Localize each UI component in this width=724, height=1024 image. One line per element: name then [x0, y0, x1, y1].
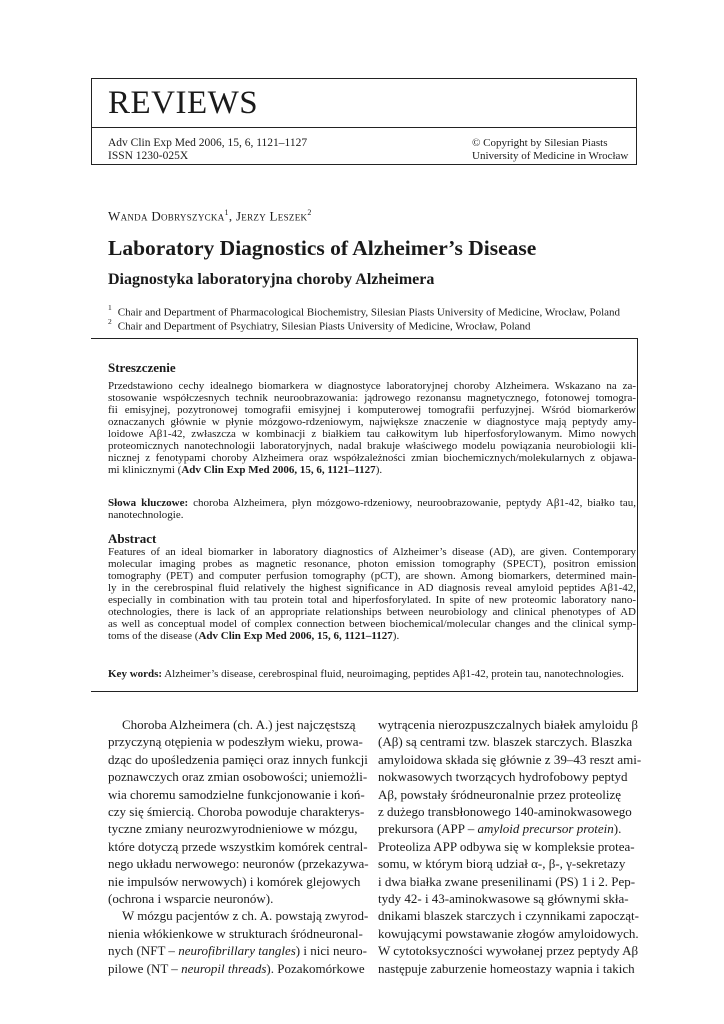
- text-line: molecular imaging probes as magnetic resonance, photon emission tomography (SPECT), positron emission: [108, 558, 636, 570]
- text-line: [378, 820, 622, 837]
- author-name: Jerzy Leszek: [235, 208, 308, 224]
- text-line: Features of an ideal biomarker in laboratory diagnostics of Alzheimer’s disease (AD), are given. Contemporary: [108, 546, 636, 558]
- affiliation: [108, 304, 620, 319]
- italic-term: neurofibrillary tangles: [178, 943, 296, 959]
- keywords-text: Alzheimer’s disease, cerebrospinal fluid, neuroimaging, peptides Aβ1-42, protein tau, nanotechnologies.: [164, 668, 624, 680]
- citation: [108, 137, 307, 163]
- affiliation-sup: 2: [108, 317, 112, 326]
- affiliation-text: Chair and Department of Psychiatry, Silesian Piasts University of Medicine, Wrocław, Poland: [117, 320, 531, 333]
- keywords-english: [108, 668, 636, 680]
- text-line: ly in the cerebrospinal fluid relatively the highest significance in AD diagnosis reveal amyloid peptides Aβ1-42,: [108, 582, 636, 594]
- citation-line-1: Adv Clin Exp Med 2006, 15, 6, 1121–1127: [108, 137, 308, 149]
- text-line: otechnologies, there is lack of an appropriate relationships between neurobiology and clinical phenotypes of AD: [108, 606, 636, 618]
- affiliation: [108, 318, 531, 333]
- keywords-label: Słowa kluczowe:: [108, 497, 189, 509]
- italic-term: neuropil threads: [181, 960, 267, 976]
- text-line: nicznej z fenotypami choroby Alzheimera oraz współzależności zmian biochemicznych/molekularnych z objawa-: [108, 452, 636, 464]
- text-line: [108, 497, 636, 509]
- text-line: W mózgu pacjentów z ch. A. powstają zwyrod-: [122, 908, 369, 924]
- text-line: [108, 464, 636, 476]
- text-line: W cytotoksyczności wywołanej przez peptydy Aβ: [378, 943, 639, 959]
- abstract-box-bottom-rule: [91, 691, 638, 692]
- authors: Wanda Dobryszycka$^1$, Jerzy Leszek$^2$: [108, 208, 312, 224]
- text-line: somu, w którym biorą udział α-, β-, γ-sekretazy: [378, 856, 626, 872]
- text-fragment: ). Pozakomórkowe: [266, 960, 365, 976]
- text-line: dnikami blaszek starczych i czynnikami zapocząt-: [378, 908, 639, 924]
- copyright-line-1: © Copyright by Silesian Piasts: [472, 137, 608, 149]
- text-fragment: mi klinicznymi (: [108, 464, 182, 476]
- text-line: [108, 960, 365, 977]
- text-line: nokwasowych tworzących hydrofobowy peptyd: [378, 769, 628, 785]
- body-column-left: [108, 716, 369, 977]
- article-title-polish: Diagnostyka laboratoryjna choroby Alzheimera: [108, 271, 435, 288]
- text-fragment: ).: [375, 464, 383, 476]
- text-line: loidowe Aβ1-42, zwłaszcza w kombinacji z białkiem tau całkowitym lub hiperfosforylowanym. Mimo nowych: [108, 428, 636, 440]
- streszczenie-text: [108, 380, 636, 476]
- text-fragment: prekursora (APP –: [378, 821, 478, 837]
- author-name: Wanda Dobryszycka: [108, 208, 225, 224]
- text-line: dząc do upośledzenia pamięci oraz innych funkcji: [108, 751, 368, 767]
- italic-term: amyloid precursor protein: [477, 821, 614, 837]
- abstract-box-top-rule: [91, 338, 638, 339]
- text-line: z dużego transbłonowego 140-aminokwasowego: [378, 804, 632, 820]
- text-line: especially in combination with tau protein total and hiperfosforylated. In spite of new proteomic laboratory nano-: [108, 594, 636, 606]
- text-line: poznawczych oraz zmian osobowości; uniemożli-: [108, 769, 368, 785]
- text-fragment: toms of the disease (: [108, 630, 199, 642]
- article-title: Laboratory Diagnostics of Alzheimer’s Disease: [108, 236, 537, 260]
- text-line: i dwa białka zwane presenilinami (PS) 1 i 2. Pep-: [378, 873, 636, 889]
- issn-line: ISSN 1230-025X: [108, 150, 189, 162]
- text-line: nanotechnologie.: [108, 509, 184, 521]
- text-line: nienia włókienkowe w strukturach śródneuronal-: [108, 925, 363, 941]
- journal-info: [91, 128, 637, 165]
- copyright-line-2: University of Medicine in Wrocław: [472, 150, 629, 162]
- keywords-text: choroba Alzheimera, płyn mózgowo-rdzeniowy, neuroobrazowanie, peptydy Aβ1-42, białko tau,: [193, 497, 636, 509]
- section-header-box: [91, 78, 637, 128]
- affiliation-sup: 1: [108, 303, 112, 312]
- text-fragment: pilowe (NT –: [108, 960, 182, 976]
- affiliation-text: Chair and Department of Pharmacological Biochemistry, Silesian Piasts University of Medicine, Wrocław, Poland: [117, 306, 621, 319]
- text-line: proteomicznych nanotechnologii laboratoryjnych, nadal brakuje właściwego modelu powiązania neurobiologii kli-: [108, 440, 636, 452]
- text-fragment: ) i nici neuro-: [295, 943, 367, 959]
- text-line: nie impulsów nerwowych) i komórek glejowych: [108, 873, 361, 889]
- author-sup: 1: [224, 208, 229, 217]
- text-line: Przedstawiono cechy idealnego biomarkera w diagnostyce laboratoryjnej choroby Alzheimera. Wskazano na za-: [108, 380, 636, 392]
- text-line: przyczyną otępienia w podeszłym wieku, prowa-: [108, 734, 363, 750]
- text-line: Choroba Alzheimera (ch. A.) jest najczęstszą: [122, 717, 356, 732]
- body-column-right: [378, 716, 642, 977]
- text-line: kowującymi powstawanie złogów amyloidowych.: [378, 925, 639, 941]
- text-line: następuje zaburzenie homeostazy wapnia i takich: [378, 960, 635, 976]
- abstract-heading: Abstract: [108, 531, 157, 546]
- text-line: [108, 668, 636, 680]
- citation-ref: Adv Clin Exp Med 2006, 15, 6, 1121–1127: [181, 464, 376, 476]
- text-line: tomography (PET) and computer perfusion tomography (pCT), are shown. Among biomarkers, determined main-: [108, 570, 636, 582]
- text-line: (ochrona i wsparcie neuronów).: [108, 891, 274, 907]
- text-fragment: nych (NFT –: [108, 943, 179, 959]
- keywords-polish: [108, 497, 636, 521]
- text-line: amyloidowa składa się głównie z 39–43 reszt ami-: [378, 751, 642, 767]
- text-line: tyczne zmiany neurozwyrodnieniowe w mózgu,: [108, 821, 358, 837]
- copyright: [472, 137, 628, 163]
- text-line: nego układu nerwowego: neuronów (przekazywa-: [108, 856, 369, 872]
- text-line: Aβ, powstały śródneuronalnie przez proteolizę: [378, 786, 622, 802]
- text-line: as well as conceptual model of complex connection between biochemical/molecular changes and the clinical symp-: [108, 618, 636, 630]
- streszczenie-heading: Streszczenie: [108, 360, 176, 375]
- citation-ref: Adv Clin Exp Med 2006, 15, 6, 1121–1127: [198, 630, 393, 642]
- abstract-box-right-rule: [637, 338, 638, 692]
- abstract-text: [108, 546, 636, 642]
- text-line: tydy 42- i 43-aminokwasowe są głównymi skła-: [378, 891, 629, 907]
- text-line: [108, 630, 636, 642]
- section-label: REVIEWS: [108, 85, 259, 121]
- text-line: wytrącenia nierozpuszczalnych białek amyloidu β: [378, 717, 639, 732]
- keywords-label: Key words:: [108, 668, 163, 680]
- text-line: które dotyczą przede wszystkim komórek central-: [108, 838, 368, 854]
- text-line: Proteoliza APP odbywa się w kompleksie protea-: [378, 838, 635, 854]
- text-fragment: ).: [392, 630, 400, 642]
- text-line: czy się śmiercią. Choroba powoduje charakterys-: [108, 804, 365, 820]
- text-line: fii emisyjnej, pozytronowej tomografii emisyjnej i komputerowej tomografii perfuzyjnej. Wśród biomarkerów: [108, 404, 636, 416]
- text-line: wia choremu samodzielne funkcjonowanie i koń-: [108, 786, 365, 802]
- author-sup: 2: [307, 208, 312, 217]
- text-line: stosowanie współczesnych technik neuroobrazowania: jądrowego rezonansu magnetycznego, fotonowej tomogra-: [108, 392, 636, 404]
- text-line: [108, 942, 367, 959]
- text-line: oznaczanych głównie w płynie mózgowo-rdzeniowym, największe znaczenie w diagnostyce mają peptydy amy-: [108, 416, 636, 428]
- text-line: (Aβ) są centrami tzw. blaszek starczych. Blaszka: [378, 734, 633, 750]
- text-fragment: ).: [613, 821, 622, 837]
